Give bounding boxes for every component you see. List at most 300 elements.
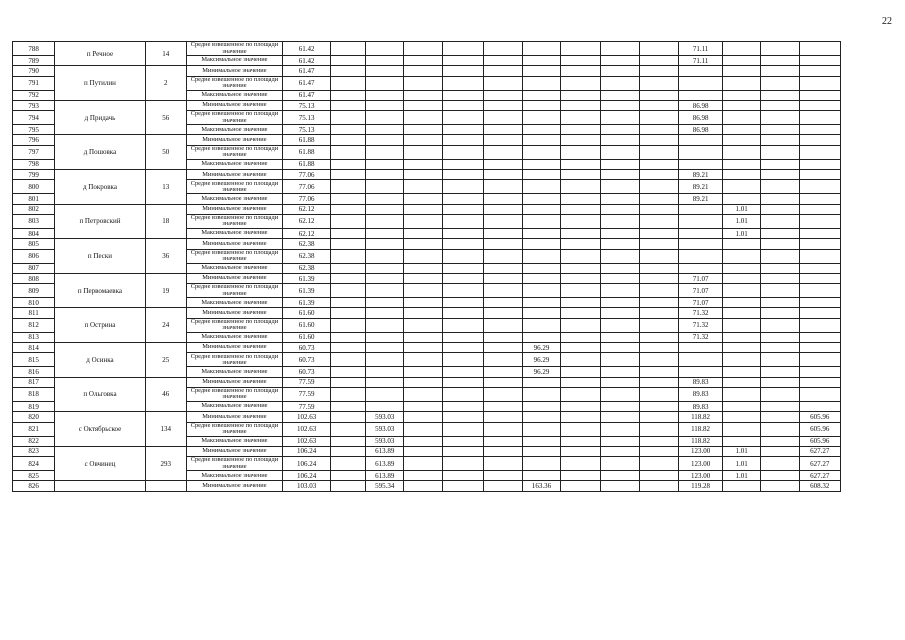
value-cell: 62.38 [283,263,331,273]
value-cell [723,145,761,159]
value-cell [522,284,561,298]
value-cell [760,145,799,159]
value-cell [522,401,561,411]
value-cell [442,332,483,342]
value-cell [366,159,404,169]
value-cell [601,471,640,481]
value-cell [640,263,679,273]
value-cell [723,377,761,387]
row-number: 790 [13,66,55,76]
value-cell [723,273,761,283]
value-cell [561,239,601,249]
value-cell: 71.32 [678,308,723,318]
value-cell [760,42,799,56]
settlement-name: п Путилин [55,66,145,101]
value-cell [522,471,561,481]
value-cell [522,135,561,145]
value-cell [723,111,761,125]
value-cell [723,263,761,273]
value-cell [760,308,799,318]
row-number: 811 [13,308,55,318]
value-cell [723,100,761,110]
value-cell [404,436,443,446]
value-cell [561,308,601,318]
value-cell: 77.59 [283,387,331,401]
value-cell [561,90,601,100]
value-cell [799,145,840,159]
value-cell [442,194,483,204]
value-cell [483,263,522,273]
row-number: 819 [13,401,55,411]
value-cell: 613.89 [366,446,404,456]
value-cell [678,145,723,159]
value-cell [522,446,561,456]
value-cell [522,194,561,204]
value-cell: 61.88 [283,145,331,159]
value-cell [331,377,366,387]
value-cell [799,249,840,263]
value-cell [760,343,799,353]
value-cell [331,249,366,263]
population-count: 134 [145,412,186,447]
value-type-label: Средне взвешенное по площади значение [186,249,282,263]
value-cell [483,249,522,263]
value-cell [723,125,761,135]
value-cell [404,343,443,353]
value-cell [331,214,366,228]
value-cell [601,481,640,491]
value-cell [404,100,443,110]
value-cell [331,401,366,411]
value-cell [483,90,522,100]
value-cell [561,457,601,471]
value-cell [522,308,561,318]
value-cell: 61.60 [283,318,331,332]
value-cell: 593.03 [366,422,404,436]
value-cell [331,273,366,283]
value-cell [640,111,679,125]
value-cell [522,377,561,387]
value-cell [723,249,761,263]
value-cell [366,318,404,332]
population-count: 50 [145,135,186,170]
row-number: 817 [13,377,55,387]
value-cell [366,180,404,194]
value-cell [601,214,640,228]
population-count: 14 [145,42,186,66]
value-cell [483,481,522,491]
value-cell: 71.32 [678,332,723,342]
value-cell: 89.21 [678,180,723,194]
value-cell [442,387,483,401]
value-cell [760,422,799,436]
value-cell [366,66,404,76]
value-cell [331,90,366,100]
value-cell: 71.32 [678,318,723,332]
value-cell [331,42,366,56]
value-cell [561,76,601,90]
value-cell [640,457,679,471]
value-cell [640,353,679,367]
value-cell [442,100,483,110]
value-cell [331,56,366,66]
value-cell [799,387,840,401]
value-cell [442,125,483,135]
value-cell [522,125,561,135]
value-cell [404,471,443,481]
value-cell: 605.96 [799,412,840,422]
value-cell: 106.24 [283,457,331,471]
value-cell: 61.47 [283,76,331,90]
value-cell [483,412,522,422]
table-row [13,273,882,283]
value-cell [723,387,761,401]
value-cell [799,125,840,135]
value-type-label: Максимальное значение [186,401,282,411]
value-cell [601,145,640,159]
value-cell [601,76,640,90]
value-cell: 62.12 [283,214,331,228]
value-cell [601,159,640,169]
value-cell [331,387,366,401]
value-cell [799,367,840,377]
row-number: 813 [13,332,55,342]
value-cell [760,471,799,481]
value-cell [404,66,443,76]
value-cell [640,125,679,135]
value-cell [799,170,840,180]
value-cell [640,471,679,481]
value-cell [522,249,561,263]
value-cell [404,56,443,66]
value-cell: 71.11 [678,42,723,56]
settlement-name: п Пески [55,239,145,274]
value-cell [723,239,761,249]
value-cell [331,446,366,456]
value-cell [404,367,443,377]
value-cell [442,204,483,214]
value-cell: 627.27 [799,471,840,481]
value-type-label: Минимальное значение [186,446,282,456]
value-cell [723,308,761,318]
value-cell [723,353,761,367]
value-cell: 89.83 [678,377,723,387]
value-cell: 593.03 [366,436,404,446]
value-cell: 61.47 [283,90,331,100]
value-cell: 75.13 [283,100,331,110]
value-cell [640,308,679,318]
value-cell [561,343,601,353]
value-cell: 103.03 [283,481,331,491]
value-cell [442,367,483,377]
value-cell [442,481,483,491]
value-cell [442,308,483,318]
table-row [13,377,882,387]
value-cell [404,249,443,263]
value-cell [723,194,761,204]
value-cell [640,194,679,204]
value-type-label: Средне взвешенное по площади значение [186,180,282,194]
value-cell [366,145,404,159]
value-cell [799,353,840,367]
value-cell [483,422,522,436]
value-cell [483,170,522,180]
value-cell: 102.63 [283,412,331,422]
value-cell [640,90,679,100]
value-type-label: Максимальное значение [186,90,282,100]
value-cell: 61.42 [283,56,331,66]
value-cell [799,214,840,228]
value-cell [640,343,679,353]
value-cell [522,159,561,169]
value-cell [331,159,366,169]
value-cell [678,214,723,228]
value-cell: 71.07 [678,273,723,283]
value-cell [799,228,840,238]
value-cell [723,412,761,422]
value-cell: 77.06 [283,170,331,180]
value-cell [601,111,640,125]
value-cell [678,343,723,353]
table-row [13,239,882,249]
value-cell [601,56,640,66]
value-cell [331,145,366,159]
value-cell [483,145,522,159]
value-cell [799,100,840,110]
value-cell [331,125,366,135]
value-cell [483,204,522,214]
value-cell [640,377,679,387]
row-number: 824 [13,457,55,471]
value-cell [760,135,799,145]
value-cell: 627.27 [799,457,840,471]
value-cell [404,204,443,214]
value-cell [601,308,640,318]
value-cell [522,436,561,446]
value-cell: 608.32 [799,481,840,491]
value-cell [442,170,483,180]
value-cell [601,239,640,249]
value-cell [522,180,561,194]
value-cell [561,273,601,283]
value-cell [799,66,840,76]
value-cell [601,204,640,214]
value-cell [366,273,404,283]
value-cell [404,145,443,159]
row-number: 814 [13,343,55,353]
value-cell [404,308,443,318]
value-cell: 86.98 [678,100,723,110]
settlement-name: п Речное [55,42,145,66]
value-cell [640,332,679,342]
value-cell [442,412,483,422]
row-number: 826 [13,481,55,491]
value-cell [522,298,561,308]
value-cell: 595.34 [366,481,404,491]
population-count: 13 [145,170,186,205]
page-number: 22 [882,16,892,27]
value-cell [601,194,640,204]
value-cell [799,298,840,308]
value-cell [601,318,640,332]
value-cell [799,239,840,249]
value-cell [678,159,723,169]
value-type-label: Минимальное значение [186,481,282,491]
value-cell [640,228,679,238]
row-number: 795 [13,125,55,135]
value-cell [404,387,443,401]
value-cell [760,125,799,135]
value-cell [760,159,799,169]
value-cell [331,194,366,204]
table-row [13,412,882,422]
value-cell: 77.06 [283,180,331,194]
value-cell [366,298,404,308]
value-cell [760,76,799,90]
value-cell [601,100,640,110]
value-cell [331,180,366,194]
value-cell [442,273,483,283]
value-cell [799,111,840,125]
value-cell [601,377,640,387]
value-cell [601,457,640,471]
value-cell [331,457,366,471]
value-cell [331,343,366,353]
value-cell [404,273,443,283]
value-cell [760,170,799,180]
value-cell [561,318,601,332]
row-number: 821 [13,422,55,436]
value-type-label: Минимальное значение [186,343,282,353]
value-cell [331,308,366,318]
value-cell: 613.89 [366,471,404,481]
value-cell: 61.42 [283,42,331,56]
value-cell: 89.21 [678,170,723,180]
value-cell [404,111,443,125]
row-number: 812 [13,318,55,332]
value-cell: 123.00 [678,457,723,471]
value-cell [561,170,601,180]
value-cell [483,56,522,66]
row-number: 801 [13,194,55,204]
value-cell [723,284,761,298]
value-cell [760,180,799,194]
population-count: 18 [145,204,186,239]
value-type-label: Минимальное значение [186,135,282,145]
population-count: 293 [145,446,186,481]
settlement-name: д Придачь [55,100,145,135]
value-cell [799,318,840,332]
value-cell [404,332,443,342]
value-cell [442,457,483,471]
value-cell [561,111,601,125]
table-row [13,100,882,110]
value-cell: 75.13 [283,111,331,125]
value-type-label: Средне взвешенное по площади значение [186,76,282,90]
value-cell [366,42,404,56]
data-table [12,41,882,492]
value-cell [678,90,723,100]
value-cell [483,111,522,125]
value-cell [601,367,640,377]
value-cell [640,436,679,446]
value-cell [522,100,561,110]
value-cell [723,343,761,353]
value-cell [760,298,799,308]
value-cell [723,159,761,169]
value-cell [723,90,761,100]
value-cell [442,135,483,145]
value-cell [366,135,404,145]
value-cell [366,228,404,238]
value-type-label: Минимальное значение [186,377,282,387]
value-cell [331,471,366,481]
value-cell [366,367,404,377]
value-cell [640,412,679,422]
settlement-name: п Острина [55,308,145,343]
row-number: 815 [13,353,55,367]
row-number: 818 [13,387,55,401]
value-cell: 89.21 [678,194,723,204]
value-cell: 61.88 [283,135,331,145]
value-cell [366,100,404,110]
value-cell [601,66,640,76]
value-cell [366,170,404,180]
value-cell [331,318,366,332]
value-cell [723,481,761,491]
value-cell: 102.63 [283,422,331,436]
value-cell [442,228,483,238]
population-count: 46 [145,377,186,412]
row-number: 796 [13,135,55,145]
row-number: 806 [13,249,55,263]
value-cell [760,263,799,273]
row-number: 825 [13,471,55,481]
table-row [13,66,882,76]
value-type-label: Минимальное значение [186,204,282,214]
value-cell [760,353,799,367]
value-cell [331,332,366,342]
table-row [13,135,882,145]
value-cell [601,387,640,401]
value-cell: 61.39 [283,273,331,283]
value-cell [522,263,561,273]
settlement-name: п Петровский [55,204,145,239]
value-cell: 71.07 [678,284,723,298]
value-cell [601,249,640,263]
value-cell [522,42,561,56]
value-cell [640,273,679,283]
value-cell [760,228,799,238]
value-cell [640,135,679,145]
value-cell [601,90,640,100]
value-cell: 61.47 [283,66,331,76]
value-cell: 61.60 [283,332,331,342]
value-cell [331,353,366,367]
value-type-label: Средне взвешенное по площади значение [186,318,282,332]
value-cell [760,481,799,491]
value-cell [640,76,679,90]
value-type-label: Средне взвешенное по площади значение [186,42,282,56]
value-cell [561,377,601,387]
value-cell [760,436,799,446]
value-cell: 77.59 [283,377,331,387]
row-number: 803 [13,214,55,228]
value-cell [404,353,443,367]
value-cell [601,263,640,273]
value-cell [442,446,483,456]
row-number: 809 [13,284,55,298]
